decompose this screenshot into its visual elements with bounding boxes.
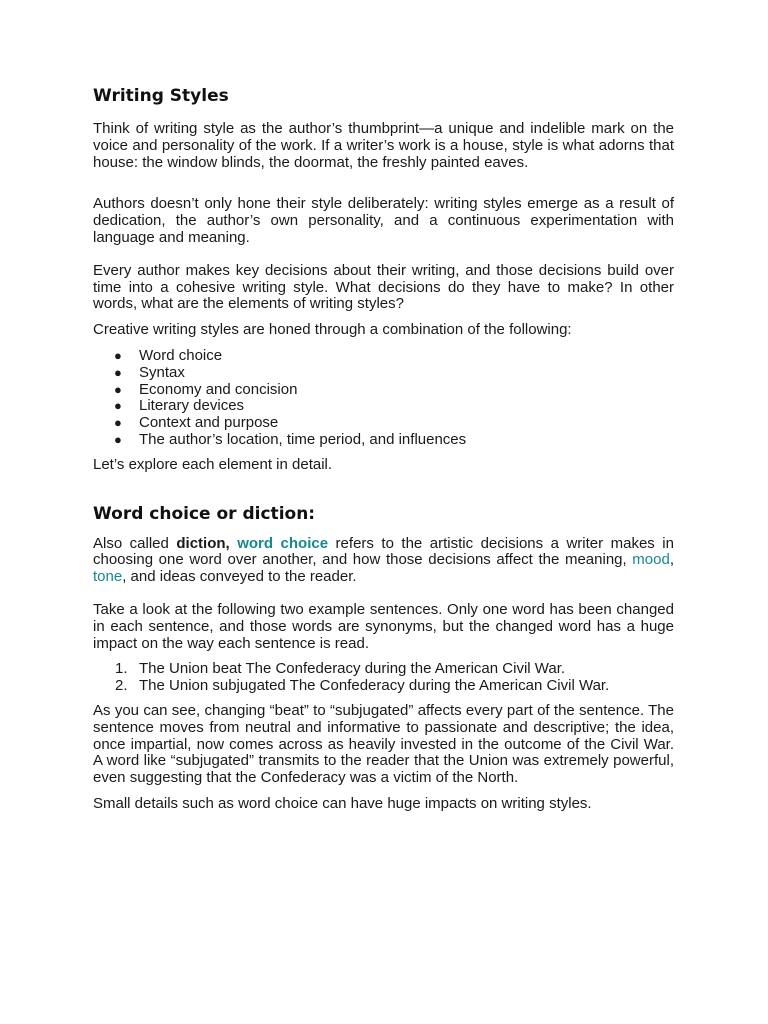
section-heading: Word choice or diction: [93,503,316,524]
intro-paragraph: Think of writing style as the author’s thumbprint—a unique and indelible mark on the voice and personality of the work. If a writer’s work is a house, style is what adorns that house: the window blinds, the doormat, the freshly painted eaves. [93,120,674,171]
decisions-paragraph: Every author makes key decisions about their writing, and those decisions build over time into a cohesive writing style. What decisions do they have to make? In other words, what are the elements of writing styles? [93,261,674,313]
mood-link[interactable]: mood [632,551,670,569]
list-item: ● The author’s location, time period, and influences [93,432,674,449]
list-item: 1. The Union beat The Confederacy during the American Civil War. [115,660,566,678]
list-item: ● Word choice [93,348,674,365]
list-item: 2. The Union subjugated The Confederacy during the American Civil War. [115,677,610,695]
document-body [93,86,674,822]
tone-link[interactable]: tone [93,568,123,586]
combination-paragraph: Creative writing styles are honed through a combination of the following: [93,321,572,339]
authors-paragraph: Authors doesn’t only hone their style deliberately: writing styles emerge as a result of dedication, the author’s own personality, and a continuous experimentation with language and meaning. [93,195,674,246]
diction-paragraph: Also called diction, word choice refers to the artistic decisions a writer makes in choosing one word over another, and how those decisions affect the meaning, mood, tone, and ideas conveyed to the reader. [93,534,674,586]
page-title: Writing Styles [93,86,229,106]
elements-list [93,348,674,449]
conclusion-paragraph: Small details such as word choice can have huge impacts on writing styles. [93,794,592,812]
examples-intro-paragraph: Take a look at the following two example sentences. Only one word has been changed in each sentence, and those words are synonyms, but the changed word has a huge impact on the way each sentence is read. [93,600,674,652]
word-choice-link[interactable]: word choice [237,534,329,552]
examples-list [93,661,674,695]
list-item: ● Context and purpose [93,415,674,432]
list-item: ● Literary devices [93,398,674,415]
list-item: ● Economy and concision [93,382,674,399]
list-item: ● Syntax [93,365,674,382]
explore-paragraph: Let’s explore each element in detail. [93,455,333,473]
analysis-paragraph: As you can see, changing “beat” to “subjugated” affects every part of the sentence. The sentence moves from neutral and informative to passionate and descriptive; the idea, once impartial, now comes across as heavily invested in the outcome of the Civil War. A word like “subjugated” transmits to the reader that the Union was extremely powerful, even suggesting that the Confederacy was a victim of the North. [93,701,674,787]
diction-term: diction, [176,534,230,552]
